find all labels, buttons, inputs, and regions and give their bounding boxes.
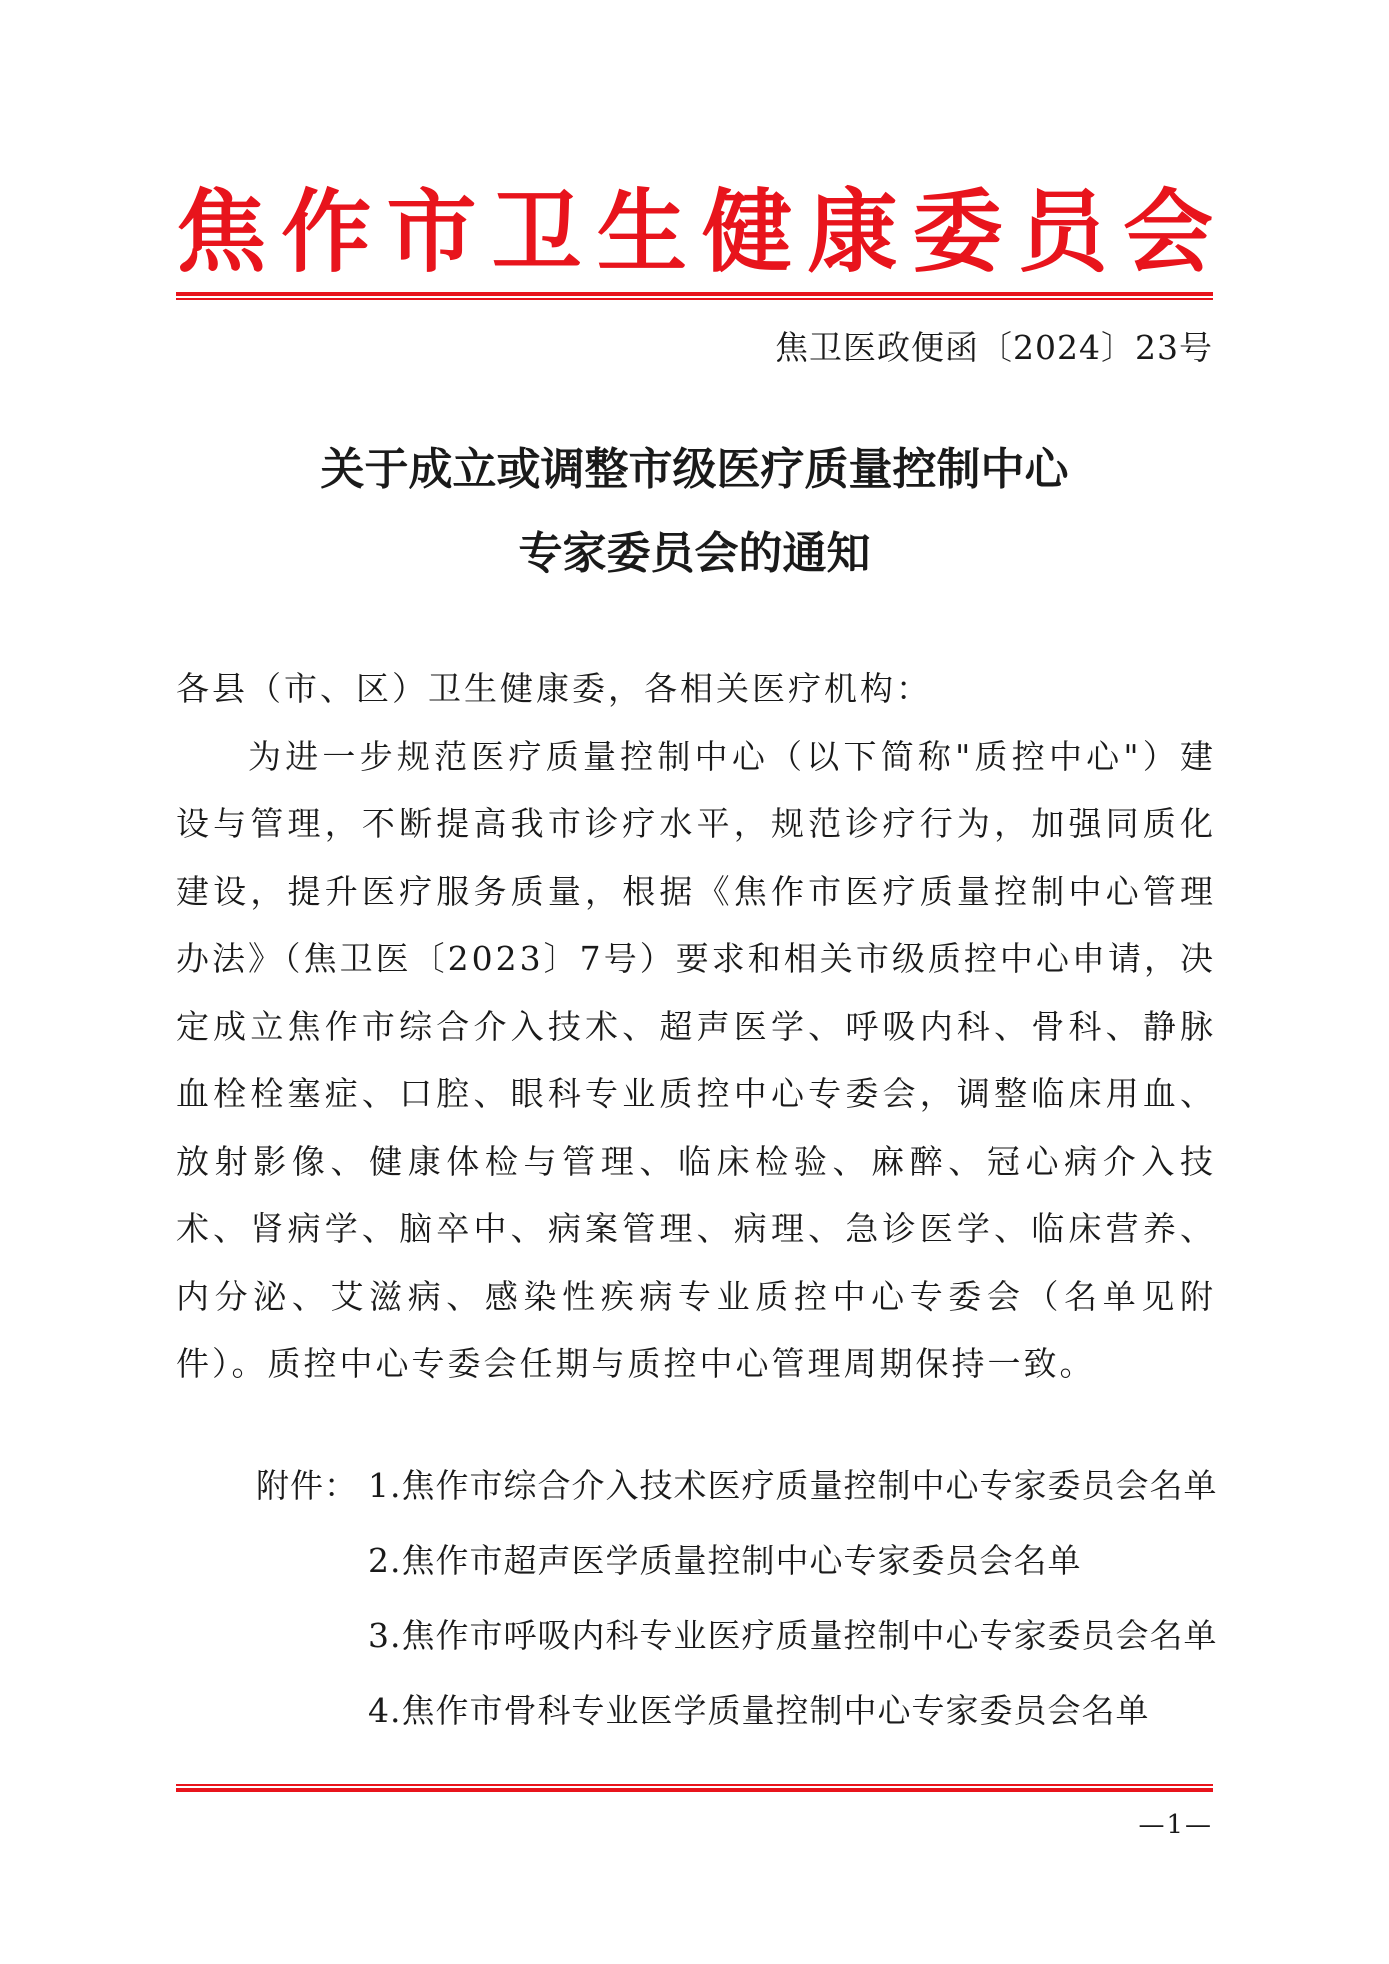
list-item [256,1448,1216,1523]
letterhead-char: 焦 [176,179,266,285]
salutation: 各县（市、区）卫生健康委，各相关医疗机构： [176,669,932,708]
divider-thick-line [176,1788,1213,1792]
attachment-item: 2.焦作市超声医学质量控制中心专家委员会名单 [368,1541,1082,1580]
title-line-1: 关于成立或调整市级医疗质量控制中心 [320,444,1069,495]
letterhead-char: 作 [281,179,372,285]
letterhead-char: 康 [807,179,898,285]
letterhead-title [176,179,1213,285]
letterhead-char: 卫 [491,179,582,285]
page-number: —1— [1138,1810,1213,1840]
divider-thin-line [176,298,1213,300]
letterhead-char: 健 [702,179,793,285]
document-body [176,655,1216,1398]
attachments-label: 附件： [256,1466,358,1505]
letterhead-char: 生 [596,179,687,285]
letterhead-char: 市 [386,179,477,285]
letterhead-divider [176,292,1213,302]
attachment-item: 1.焦作市综合介入技术医疗质量控制中心专家委员会名单 [368,1466,1218,1505]
list-item [256,1673,1216,1748]
document-title [176,428,1213,596]
footer-divider [176,1784,1213,1794]
list-item [256,1598,1216,1673]
document-number: 焦卫医政便函〔2024〕23号 [775,328,1213,367]
title-line-2: 专家委员会的通知 [518,528,871,579]
letterhead-char: 会 [1122,179,1213,285]
attachment-item: 4.焦作市骨科专业医学质量控制中心专家委员会名单 [368,1691,1150,1730]
attachment-item: 3.焦作市呼吸内科专业医疗质量控制中心专家委员会名单 [368,1616,1218,1655]
attachments-list [256,1448,1216,1748]
letterhead-char: 员 [1017,179,1108,285]
list-item [256,1523,1216,1598]
letterhead-char: 委 [912,179,1003,285]
body-paragraph: 为进一步规范医疗质量控制中心（以下简称"质控中心"）建设与管理，不断提高我市诊疗水平，规范诊疗行为，加强同质化建设，提升医疗服务质量，根据《焦作市医疗质量控制中心管理办法》（焦卫医〔2023〕7号）要求和相关市级质控中心申请，决定成立焦作市综合介入技术、超声医学、呼吸内科、骨科、静脉血栓栓塞症、口腔、眼科专业质控中心专委会，调整临床用血、放射影像、健康体检与管理、临床检验、麻醉、冠心病介入技术、肾病学、脑卒中、病案管理、病理、急诊医学、临床营养、内分泌、艾滋病、感染性疾病专业质控中心专委会（名单见附件）。质控中心专委会任期与质控中心管理周期保持一致。 [176,736,1216,1383]
